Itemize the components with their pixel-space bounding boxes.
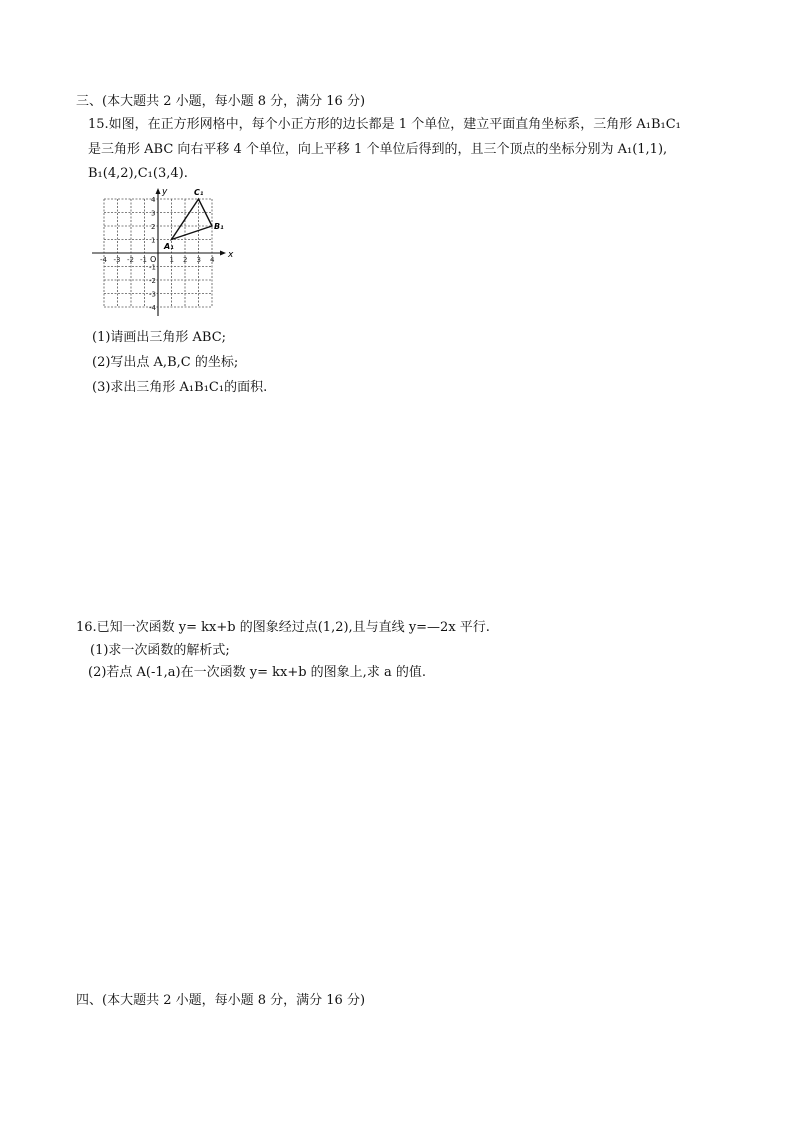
x-tick-label: 1	[169, 256, 174, 264]
y-axis-label: y	[162, 187, 168, 197]
q16-subquestion-2: (2)若点 A(-1,a)在一次函数 y= kx+b 的图象上,求 a 的值.	[88, 665, 426, 680]
vertex-c1-label: C₁	[194, 188, 204, 197]
q15-stem-line-2: 是三角形 ABC 向右平移 4 个单位，向上平移 1 个单位后得到的，且三个顶点的坐标分别为 A₁(1,1),	[88, 142, 668, 157]
q15-stem-line-1: 15.如图，在正方形网格中，每个小正方形的边长都是 1 个单位，建立平面直角坐标系，三角形 A₁B₁C₁	[88, 117, 681, 132]
y-tick-label: -2	[149, 277, 156, 285]
x-tick-label: 4	[210, 256, 215, 264]
y-tick-label: -1	[149, 263, 156, 272]
q16-subquestion-1: (1)求一次函数的解析式;	[90, 643, 230, 658]
section-3-heading: 三、(本大题共 2 小题，每小题 8 分，满分 16 分)	[76, 94, 366, 109]
y-tick-label: -3	[149, 290, 156, 299]
q15-stem-line-3: B₁(4,2),C₁(3,4).	[88, 166, 188, 181]
x-tick-label: -4	[100, 256, 107, 264]
coordinate-grid-svg	[88, 186, 236, 320]
vertex-b1-label: B₁	[214, 222, 224, 231]
coordinate-grid-figure	[88, 186, 236, 320]
y-tick-label: 3	[151, 209, 156, 218]
y-tick-label: 1	[151, 236, 156, 245]
x-axis-label: x	[228, 250, 234, 260]
vertex-a1-label: A₁	[164, 242, 174, 251]
y-tick-label: 4	[151, 196, 156, 204]
y-tick-label: -4	[149, 304, 156, 312]
triangle-a1b1c1	[172, 199, 213, 240]
q15-subquestion-2: (2)写出点 A,B,C 的坐标;	[92, 355, 239, 370]
y-tick-label: 2	[151, 223, 156, 231]
q15-subquestion-3: (3)求出三角形 A₁B₁C₁的面积.	[92, 380, 268, 395]
x-tick-label: -2	[127, 256, 134, 264]
section-4-heading: 四、(本大题共 2 小题，每小题 8 分，满分 16 分)	[76, 993, 366, 1008]
q15-subquestion-1: (1)请画出三角形 ABC;	[92, 330, 227, 345]
q16-stem: 16.已知一次函数 y= kx+b 的图象经过点(1,2),且与直线 y=—2x 平行.	[76, 620, 490, 635]
x-tick-label: 3	[196, 256, 201, 264]
x-tick-label: -1	[140, 256, 147, 264]
origin-label: O	[150, 255, 157, 264]
x-tick-label: 2	[183, 256, 188, 264]
x-tick-label: -3	[113, 256, 121, 264]
